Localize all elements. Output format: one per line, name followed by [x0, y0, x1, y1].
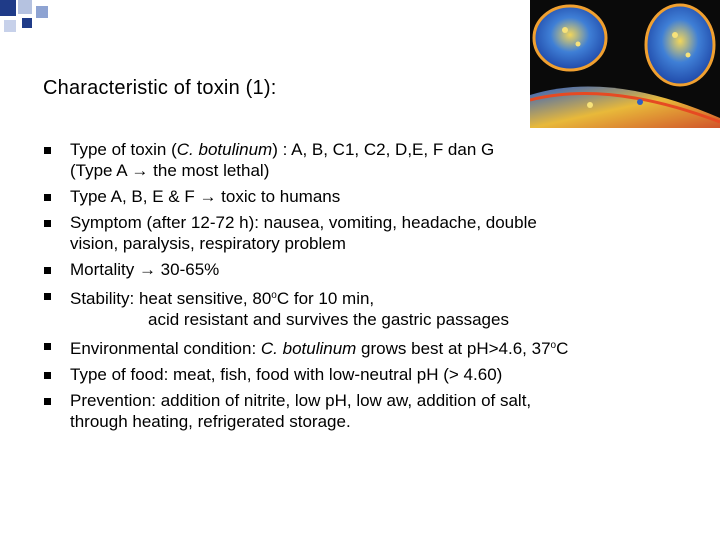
bullet-text: Type of toxin (: [70, 140, 177, 159]
bullet-text: Mortality → 30-65%: [70, 260, 220, 279]
bullet-text: through heating, refrigerated storage.: [70, 412, 351, 431]
bullet-text: ) : A, B, C1, C2, D,E, F dan G: [272, 140, 495, 159]
bullet-item: [44, 285, 714, 330]
bullet-text: o: [271, 290, 277, 301]
bullet-item: [44, 212, 714, 254]
bullet-line: [70, 285, 714, 309]
bullet-text: Type of food: meat, fish, food with low-neutral pH (> 4.60): [70, 365, 503, 384]
bullet-line: [70, 411, 714, 432]
bullet-text: (Type A → the most lethal): [70, 161, 270, 180]
bullet-line: [70, 233, 714, 254]
bullet-text: o: [550, 340, 557, 351]
bullet-text: C. botulinum: [176, 140, 273, 159]
bullet-square-icon: [44, 372, 51, 379]
bullet-square-icon: [44, 293, 51, 300]
bullet-line: [70, 212, 714, 233]
bullet-text: Type A, B, E & F → toxic to humans: [70, 187, 341, 206]
bullet-line: [70, 259, 714, 280]
bullet-line: [70, 139, 714, 160]
bullet-text: vision, paralysis, respiratory problem: [70, 234, 346, 253]
bullet-line: [70, 160, 714, 181]
bullet-square-icon: [44, 194, 51, 201]
bacteria-micrograph-image: [530, 0, 720, 128]
bullet-text: C. botulinum: [260, 339, 357, 358]
bullet-line: [70, 364, 714, 385]
corner-decoration: [0, 0, 60, 44]
bullet-text: C: [556, 339, 569, 358]
bullet-text: grows best at pH>4.6, 37: [356, 339, 551, 358]
bullet-item: [44, 139, 714, 181]
bullet-item: [44, 186, 714, 207]
bullet-line: [70, 390, 714, 411]
bullet-text: Symptom (after 12-72 h): nausea, vomiting, headache, double: [70, 213, 537, 232]
bullet-text: C for 10 min,: [276, 289, 375, 308]
bullet-line: [70, 186, 714, 207]
bullet-item: [44, 390, 714, 432]
bullet-square-icon: [44, 343, 51, 350]
bullet-line: [70, 335, 714, 359]
bullet-list: [44, 139, 714, 437]
bullet-item: [44, 335, 714, 359]
bullet-line: [70, 309, 714, 330]
bullet-square-icon: [44, 220, 51, 227]
bullet-text: acid resistant and survives the gastric passages: [148, 310, 509, 329]
slide-title: Characteristic of toxin (1):: [43, 77, 277, 99]
bullet-text: Stability: heat sensitive, 80: [70, 289, 272, 308]
bullet-item: [44, 259, 714, 280]
bullet-square-icon: [44, 147, 51, 154]
bullet-square-icon: [44, 398, 51, 405]
bullet-square-icon: [44, 267, 51, 274]
bullet-text: Environmental condition:: [70, 339, 261, 358]
bullet-item: [44, 364, 714, 385]
bullet-text: Prevention: addition of nitrite, low pH, low aw, addition of salt,: [70, 391, 532, 410]
